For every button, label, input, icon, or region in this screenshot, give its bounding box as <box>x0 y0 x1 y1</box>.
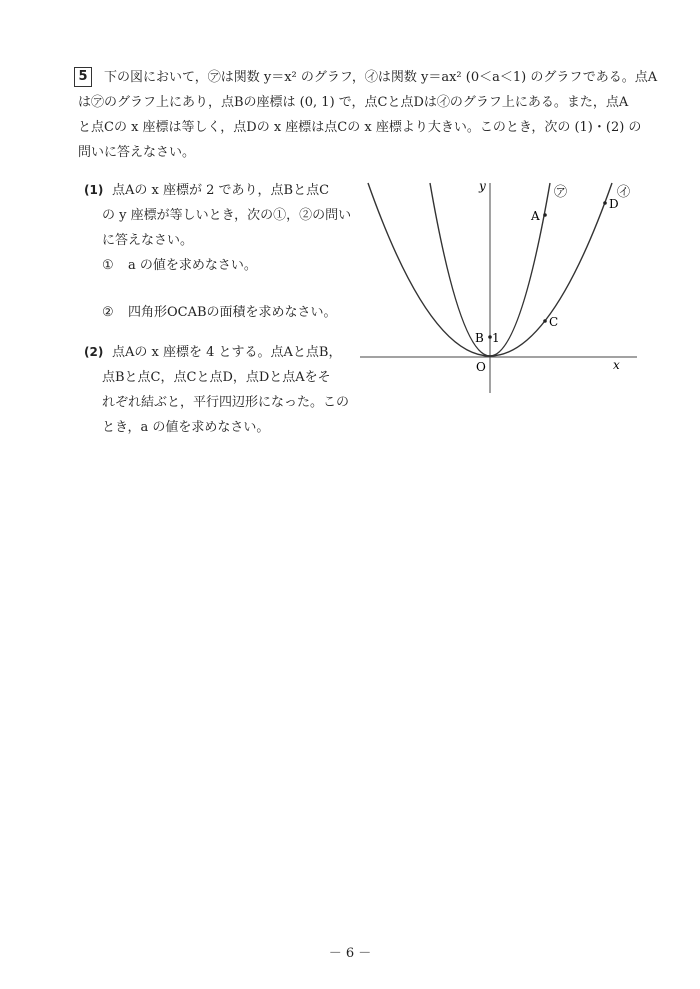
intro-line-4: 問いに答えなさい。 <box>78 145 196 160</box>
point-d-label: D <box>609 197 619 211</box>
part-2 <box>84 340 349 440</box>
part-1-marker: (1) <box>84 183 104 197</box>
part-1-line-3: に答えなさい。 <box>102 233 194 248</box>
part-1-line-2: の y 座標が等しいとき，次の①，②の問い <box>102 208 352 223</box>
part-2-line-4: とき，a の値を求めなさい。 <box>102 420 270 435</box>
intro-line-3: と点Cの x 座標は等しく，点Dの x 座標は点Cの x 座標より大きい。このとき，次の (1)・(2) の <box>78 120 642 135</box>
y-axis-label: y <box>479 179 486 193</box>
part-2-marker: (2) <box>84 345 104 359</box>
origin-label: O <box>476 360 486 374</box>
part-1-sub-1 <box>84 253 351 278</box>
point-a-dot <box>543 213 547 217</box>
point-b-label: B <box>475 331 484 345</box>
sub-1-text: a の値を求めなさい。 <box>128 258 257 273</box>
tick-1-label: 1 <box>492 331 500 345</box>
question-number: 5 <box>74 67 92 87</box>
curve-i-label: ㋑ <box>617 185 631 200</box>
page-number: － 6 － <box>328 946 372 961</box>
point-c-label: C <box>549 315 559 329</box>
part-1-sub-2 <box>84 300 351 325</box>
curve-a-label: ㋐ <box>554 185 568 200</box>
part-2-line-1: 点Aの x 座標を 4 とする。点Aと点B， <box>112 345 342 360</box>
part-1 <box>84 178 351 325</box>
problem-intro <box>78 65 658 165</box>
parabola-figure <box>355 175 645 400</box>
point-d-dot <box>603 201 607 205</box>
part-2-line-3: れぞれ結ぶと，平行四辺形になった。この <box>102 395 350 410</box>
sub-2-marker: ② <box>102 305 114 320</box>
point-c-dot <box>543 319 547 323</box>
intro-line-2: は㋐のグラフ上にあり，点Bの座標は (0, 1) で，点Cと点Dは㋑のグラフ上にある。また，点A <box>78 95 629 110</box>
part-2-line-2: 点Bと点C，点Cと点D，点Dと点Aをそ <box>102 370 331 385</box>
sub-2-text: 四角形OCABの面積を求めなさい。 <box>128 305 337 320</box>
part-1-line-1: 点Aの x 座標が 2 であり，点Bと点C <box>112 183 330 198</box>
intro-line-1: 下の図において，㋐は関数 y＝x² のグラフ，㋑は関数 y＝ax² (0＜a＜1) のグラフである。点A <box>104 70 658 85</box>
sub-1-marker: ① <box>102 258 114 273</box>
x-axis-label: x <box>613 358 620 372</box>
point-a-label: A <box>531 209 540 223</box>
